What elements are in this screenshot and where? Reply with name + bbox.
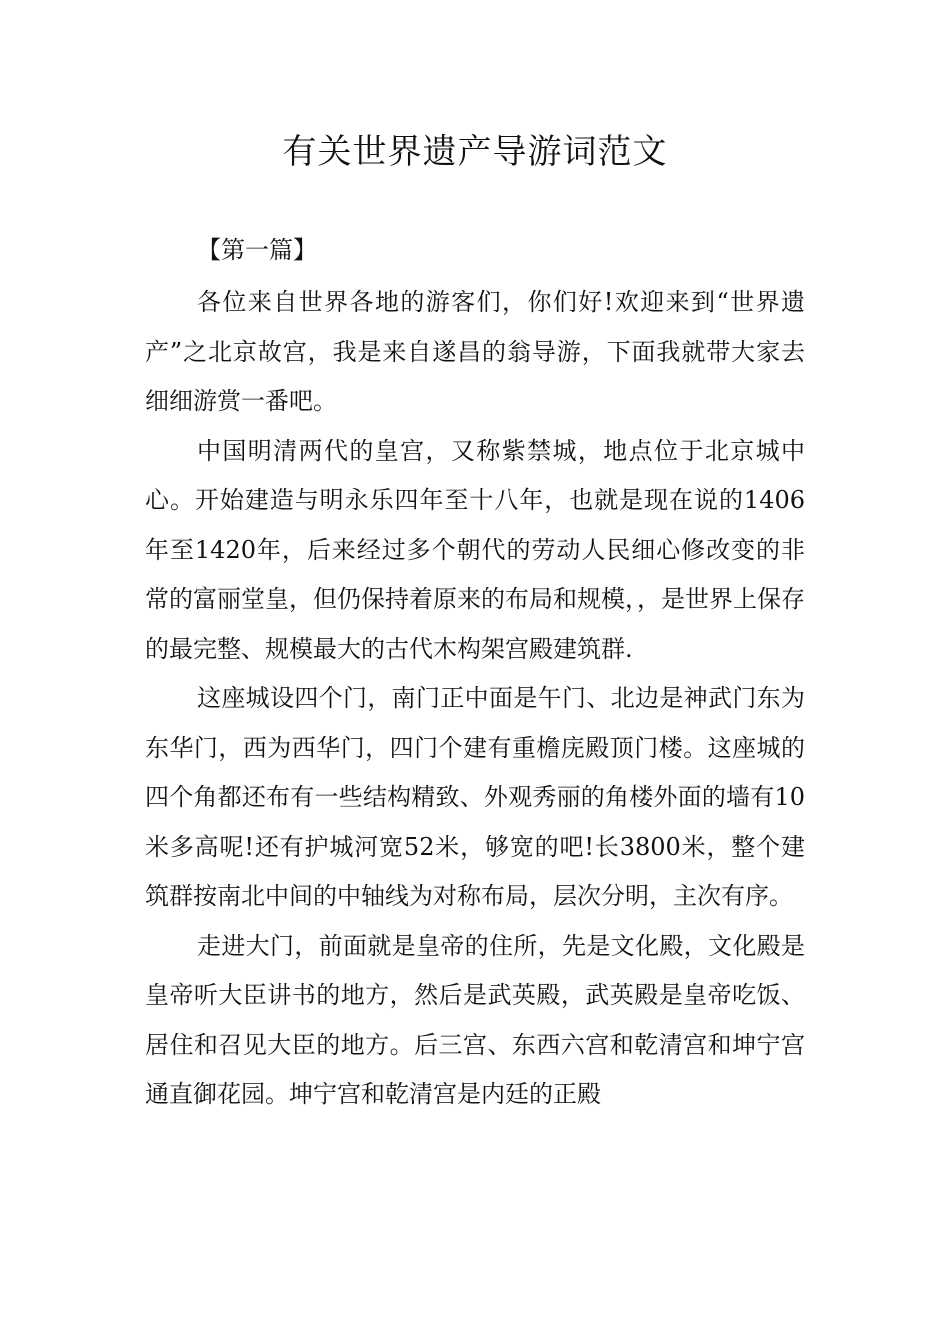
paragraph: 中国明清两代的皇宫，又称紫禁城，地点位于北京城中心。开始建造与明永乐四年至十八年，也就是现在说的1406年至1420年，后来经过多个朝代的劳动人民细心修改变的非常的富丽堂皇，但仍保持着原来的布局和规模，，是世界上保存的最完整、规模最大的古代木构架宫殿建筑群. [145, 436, 805, 663]
paragraph: 各位来自世界各地的游客们，你们好!欢迎来到“世界遗产”之北京故宫，我是来自遂昌的翁导游，下面我就带大家去细细游赏一番吧。 [145, 288, 805, 415]
paragraph: 走进大门，前面就是皇帝的住所，先是文化殿，文化殿是皇帝听大臣讲书的地方，然后是武英殿，武英殿是皇帝吃饭、居住和召见大臣的地方。后三宫、东西六宫和乾清宫和坤宁宫通直御花园。坤宁宫和乾清宫是内廷的正殿 [145, 931, 805, 1108]
paragraph: 这座城设四个门，南门正中面是午门、北边是神武门东为东华门，西为西华门，四门个建有重檐庑殿顶门楼。这座城的四个角都还布有一些结构精致、外观秀丽的角楼外面的墙有10米多高呢!还有护城河宽52米，够宽的吧!长3800米，整个建筑群按南北中间的中轴线为对称布局，层次分明，主次有序。 [145, 684, 805, 910]
document-body [145, 278, 805, 1120]
document-title: 有关世界遗产导游词范文 [282, 132, 668, 172]
section-label: 【第一篇】 [197, 236, 317, 264]
